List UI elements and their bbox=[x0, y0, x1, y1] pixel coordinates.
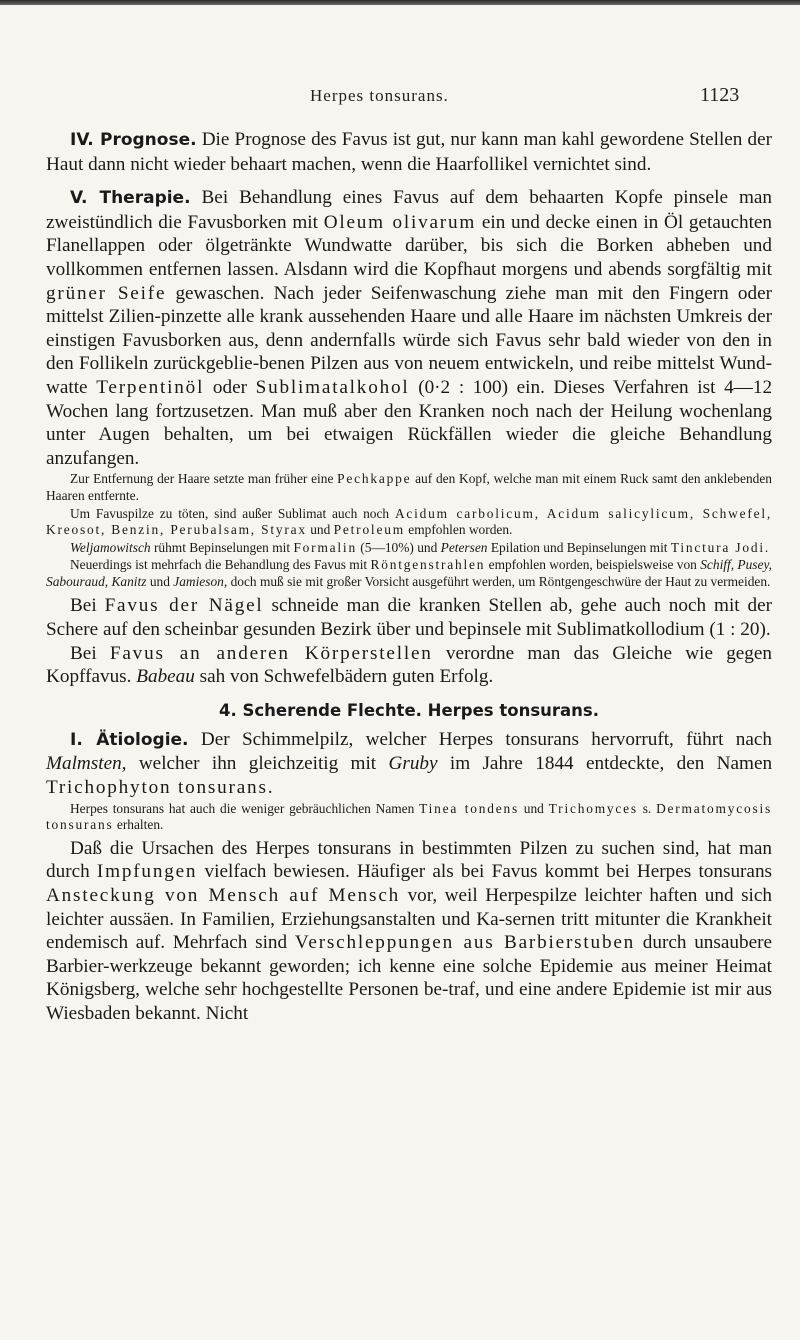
author-list: Schiff, Pusey, Sabouraud, Kanitz bbox=[46, 557, 773, 589]
note-text: rühmt Bepinselungen mit bbox=[153, 539, 291, 555]
note-text: auf den Kopf, welche man mit einem Ruck samt den anklebenden Haaren entfernte. bbox=[46, 471, 772, 503]
aetiologie-text: im Jahre 1844 entdeckte, den Namen bbox=[449, 753, 773, 775]
term-pechkappe: Pechkappe bbox=[337, 471, 412, 487]
term-list: Acidum carbolicum, Acidum salicylicum, Schwefel, Kreosot, Benzin, Perubalsam, Styrax bbox=[46, 505, 772, 538]
author-petersen: Petersen bbox=[440, 539, 488, 555]
aetiologie-text: Der Schimmelpilz, welcher Herpes tonsurans hervorruft, führt nach bbox=[200, 728, 773, 750]
note-namen bbox=[46, 801, 772, 834]
spacer bbox=[46, 176, 772, 186]
note-text: Herpes tonsurans hat auch die weniger gebräuchlichen Namen bbox=[70, 800, 415, 816]
term-impfungen: Impfungen bbox=[96, 861, 198, 883]
term-seife: grüner Seife bbox=[46, 282, 167, 304]
heading-aetiologie: I. Ätiologie. bbox=[70, 729, 189, 750]
term-terpentin: Terpentinöl bbox=[96, 376, 205, 398]
term-dermatomycosis: Dermatomycosis tonsurans bbox=[46, 800, 773, 833]
term-petroleum: Petroleum bbox=[333, 522, 405, 538]
note-text: doch muß sie mit großer Vorsicht ausgeführt werden, um Röntgengeschwüre der Haut zu vermeiden. bbox=[230, 573, 771, 589]
term-oleum: Oleum olivarum bbox=[323, 211, 477, 233]
term-roentgen: Röntgenstrahlen bbox=[370, 557, 486, 573]
koerper-text: Bei bbox=[70, 642, 97, 664]
author-malmsten: Malmsten, bbox=[46, 753, 127, 775]
note-pechkappe bbox=[46, 471, 772, 504]
running-head: Herpes tonsurans. bbox=[310, 86, 449, 105]
note-roentgen bbox=[46, 557, 772, 590]
note-favuspilze bbox=[46, 506, 772, 539]
koerper-text: sah von Schwefelbädern guten Erfolg. bbox=[199, 666, 494, 688]
note-text: erhalten. bbox=[116, 817, 164, 833]
aetiologie-text: welcher ihn gleichzeitig mit bbox=[138, 753, 377, 775]
term-sublimat: Sublimatalkohol bbox=[255, 376, 410, 398]
term-favus-koerper: Favus an anderen Körperstellen bbox=[109, 642, 433, 664]
author-weljamowitsch: Weljamowitsch bbox=[70, 539, 151, 555]
koerper-text: verordne man das Gleiche wie gegen Kopffavus. bbox=[46, 642, 773, 688]
term-favus-naegel: Favus der Nägel bbox=[104, 595, 264, 617]
section-title: 4. Scherende Flechte. Herpes tonsurans. bbox=[219, 700, 599, 720]
note-text: empfohlen worden. bbox=[408, 522, 513, 538]
author-jamieson: Jamieson, bbox=[173, 573, 228, 589]
note-text: Neuerdings ist mehrfach die Behandlung des Favus mit bbox=[70, 557, 368, 573]
top-border bbox=[0, 0, 800, 5]
page-body bbox=[46, 128, 772, 1026]
note-text: Um Favuspilze zu töten, sind außer Sublimat auch noch bbox=[70, 505, 390, 521]
heading-prognose: IV. Prognose. bbox=[70, 130, 197, 150]
paragraph-ursachen bbox=[46, 837, 772, 1026]
author-gruby: Gruby bbox=[388, 753, 438, 775]
therapie-text-3: gewaschen. Nach jeder Seifenwaschung ziehe man mit den Fingern oder mittelst Zilien-pinzette alle krank aussehenden Haare und alle Haare im nächsten Umkreis der einstigen Favusborken aus, denn andernfalls würde sich Favus sehr bald wieder von den in den Follikeln zurückgeblie-benen Pilzen aus von neuem entwickeln, und reibe mittelst Wund-watte bbox=[46, 282, 772, 398]
ursachen-text: vielfach bewiesen. Häufiger als bei Favus kommt bei Herpes tonsurans bbox=[204, 861, 773, 883]
therapie-text-4: (0·2 : 100) ein. Dieses Verfahren ist 4—12 Wochen lang fortzusetzen. Man muß aber den Kranken noch nach der Heilung wochenlang unter Augen behalten, um bei etwaigen Rückfällen wieder die gleiche Behandlung anzufangen. bbox=[46, 376, 773, 469]
term-ansteckung: Ansteckung von Mensch auf Mensch bbox=[46, 885, 401, 906]
paragraph-therapie bbox=[46, 186, 772, 470]
term-trichophyton: Trichophyton tonsurans. bbox=[46, 777, 275, 799]
author-babeau: Babeau bbox=[136, 666, 195, 688]
therapie-oder: oder bbox=[212, 376, 247, 398]
naegel-text: Bei bbox=[70, 595, 97, 617]
note-text: Zur Entfernung der Haare setzte man früher eine bbox=[70, 471, 334, 487]
ursachen-text: durch unsaubere Barbier-werkzeuge bekannt geworden; ich kenne eine solche Epidemie aus meiner Heimat Königsberg, welche sehr hochgestellte Personen be-traf, und eine andere Epidemie ist mir aus Wiesbaden bekannt. Nicht bbox=[46, 932, 772, 1024]
paragraph-naegel bbox=[46, 594, 772, 641]
therapie-text-1: Bei Behandlung eines Favus auf dem behaarten Kopfe pinsele man zweistündlich die Favusborken mit bbox=[46, 187, 772, 233]
note-weljamowitsch bbox=[46, 540, 772, 557]
paragraph-koerper bbox=[46, 642, 772, 689]
note-text: (5—10%) und bbox=[360, 539, 438, 555]
term-tinea: Tinea tondens bbox=[419, 800, 519, 816]
note-text: Epilation und Bepinselungen mit bbox=[490, 539, 668, 555]
paragraph-prognose bbox=[46, 128, 772, 176]
note-text: und bbox=[523, 800, 544, 816]
page-number: 1123 bbox=[700, 84, 740, 106]
note-text: s. bbox=[642, 800, 652, 816]
heading-therapie: V. Therapie. bbox=[70, 188, 191, 209]
note-text: empfohlen worden, beispielsweise von bbox=[488, 557, 697, 573]
paragraph-aetiologie bbox=[46, 728, 772, 800]
prognose-text: Die Prognose des Favus ist gut, nur kann man kahl gewordene Stellen der Haut dann nicht wieder behaart machen, wenn die Haarfollikel vernichtet sind. bbox=[46, 129, 773, 175]
term-formalin: Formalin bbox=[293, 539, 357, 555]
ursachen-text: vor, weil Herpespilze leichter haften und sich leichter aussäen. In Familien, Erziehungsanstalten und Ka-sernen tritt mitunter die Krankheit endemisch auf. Mehrfach sind bbox=[46, 885, 772, 954]
naegel-text: schneide man die kranken Stellen ab, gehe auch noch mit der Schere auf den scheinbar gesunden Bezirk über und bepinsele mit Sublimatkollodium (1 : 20). bbox=[46, 595, 773, 641]
note-text: und bbox=[149, 573, 170, 589]
therapie-text-2: ein und decke einen in Öl getauchten Flanellappen oder ölgetränkte Wundwatte darüber, bis sich die Borken abheben und vollkommen entfernen lassen. Alsdann wird die Kopfhaut morgens und abends sorgfältig mit bbox=[46, 211, 773, 280]
term-tinctura: Tinctura Jodi. bbox=[670, 539, 770, 555]
note-text: und bbox=[310, 522, 331, 538]
ursachen-text: Daß die Ursachen des Herpes tonsurans in bestimmten Pilzen zu suchen sind, hat man durch bbox=[46, 837, 772, 883]
term-verschleppungen: Verschleppungen aus Barbierstuben bbox=[294, 932, 636, 954]
term-trichomyces: Trichomyces bbox=[548, 800, 638, 816]
